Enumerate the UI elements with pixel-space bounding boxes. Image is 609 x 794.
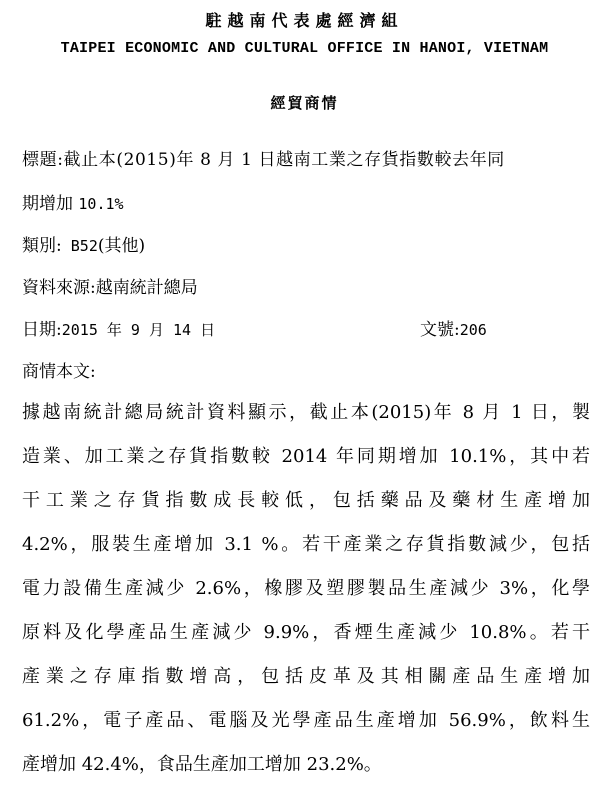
source-value: 越南統計總局 (95, 278, 198, 298)
body-line: 造業、加工業之存貨指數較 2014 年同期增加 10.1%，其中若 (22, 446, 590, 467)
document-number-field (420, 320, 487, 340)
date-field (22, 320, 215, 340)
source-label: 資料來源: (22, 278, 96, 298)
body-line: 據越南統計總局統計資料顯示，截止本(2015)年 8 月 1 日，製 (22, 402, 590, 423)
category-code: B52 (61, 237, 98, 255)
body-line: 電力設備生產減少 2.6%，橡膠及塑膠製品生產減少 3%，化學 (22, 578, 590, 599)
subject-text-continued: 期增加 (22, 194, 79, 214)
category-label: 類別: (22, 236, 62, 256)
body-line: 原料及化學產品生產減少 9.9%，香煙生產減少 10.8%。若干 (22, 622, 590, 643)
body-line: 干工業之存貨指數成長較低，包括藥品及藥材生產增加 (22, 490, 590, 511)
subject-label: 標題: (22, 150, 64, 170)
organization-name-chinese: 駐越南代表處經濟組 (205, 11, 404, 30)
subject-percentage: 10.1% (78, 195, 124, 213)
subject-line-2 (22, 194, 124, 214)
date-value: 2015 年 9 月 14 日 (61, 321, 216, 339)
body-line: 產業之存庫指數增高，包括皮革及其相關產品生產增加 (22, 666, 590, 687)
body-line: 產增加 42.4%，食品生產加工增加 23.2%。 (22, 754, 382, 775)
body-line: 4.2%，服裝生產增加 3.1 %。若干產業之存貨指數減少，包括 (22, 534, 590, 555)
section-title: 經貿商情 (270, 94, 339, 112)
category-field (22, 236, 145, 256)
body-text (22, 398, 590, 794)
category-name: (其他) (97, 236, 146, 256)
body-heading: 商情本文: (22, 362, 96, 382)
document-number-label: 文號: (420, 320, 460, 340)
source-field (22, 278, 198, 298)
subject-line-1 (22, 150, 505, 170)
organization-name-english: TAIPEI ECONOMIC AND CULTURAL OFFICE IN HANOI, VIETNAM (60, 40, 549, 57)
document-number-value: 206 (459, 321, 487, 339)
date-label: 日期: (22, 320, 62, 340)
body-line: 61.2%，電子產品、電腦及光學產品生產增加 56.9%，飲料生 (22, 710, 590, 731)
subject-text: 截止本(2015)年 8 月 1 日越南工業之存貨指數較去年同 (63, 150, 505, 170)
